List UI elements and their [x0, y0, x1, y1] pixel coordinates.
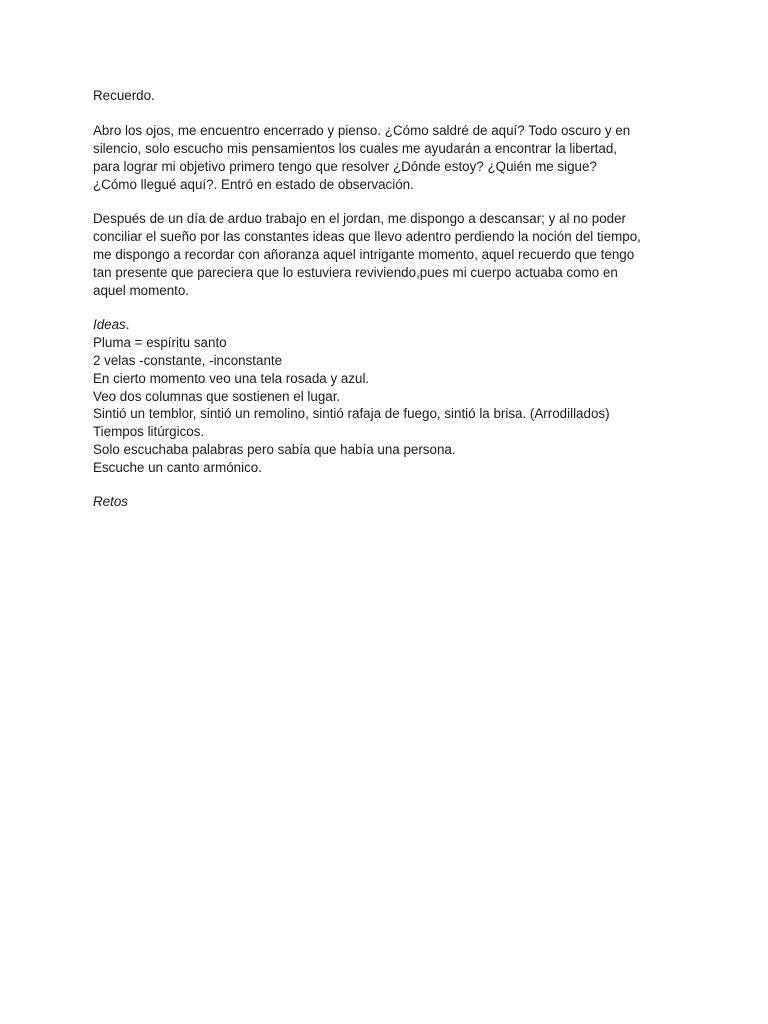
ideas-item: Tiempos litúrgicos. [93, 424, 205, 440]
paragraph-line: silencio, solo escucho mis pensamientos los cuales me ayudarán a encontrar la libertad, [93, 140, 618, 156]
ideas-item: Pluma = espíritu santo [93, 334, 227, 350]
ideas-section [93, 316, 733, 477]
ideas-heading-line [93, 316, 733, 334]
document-title: Recuerdo. [93, 88, 155, 103]
ideas-heading-suffix: . [125, 317, 130, 332]
paragraph-line: para lograr mi objetivo primero tengo que resolver ¿Dónde estoy? ¿Quién me sigue? [93, 158, 597, 174]
paragraph-line: Abro los ojos, me encuentro encerrado y pienso. ¿Cómo saldré de aquí? Todo oscuro y en [93, 123, 631, 138]
document-title-block [93, 87, 733, 105]
ideas-item: 2 velas -constante, -inconstante [93, 352, 283, 368]
retos-heading: Retos [93, 494, 128, 509]
ideas-heading: Ideas [93, 317, 126, 332]
ideas-item: Escuche un canto armónico. [93, 460, 262, 476]
paragraph-line: tan presente que pareciera que lo estuviera reviviendo,pues mi cuerpo actuaba como en [93, 264, 618, 280]
ideas-item: Solo escuchaba palabras pero sabía que había una persona. [93, 442, 456, 458]
retos-section [93, 493, 733, 511]
paragraph-line: Después de un día de arduo trabajo en el jordan, me dispongo a descansar; y al no poder [93, 211, 627, 226]
ideas-item: En cierto momento veo una tela rosada y azul. [93, 370, 370, 386]
ideas-item: Sintió un temblor, sintió un remolino, sintió rafaja de fuego, sintió la brisa. (Arrodillados) [93, 406, 610, 422]
ideas-item: Veo dos columnas que sostienen el lugar. [93, 388, 341, 404]
paragraph-line: ¿Cómo llegué aquí?. Entró en estado de observación. [93, 176, 414, 192]
intro-paragraph [93, 122, 733, 194]
paragraph-line: me dispongo a recordar con añoranza aquel intrigante momento, aquel recuerdo que tengo [93, 246, 635, 262]
paragraph-line: conciliar el sueño por las constantes ideas que llevo adentro perdiendo la noción del tiempo, [93, 228, 641, 244]
second-paragraph [93, 210, 733, 299]
paragraph-line: aquel momento. [93, 282, 190, 298]
